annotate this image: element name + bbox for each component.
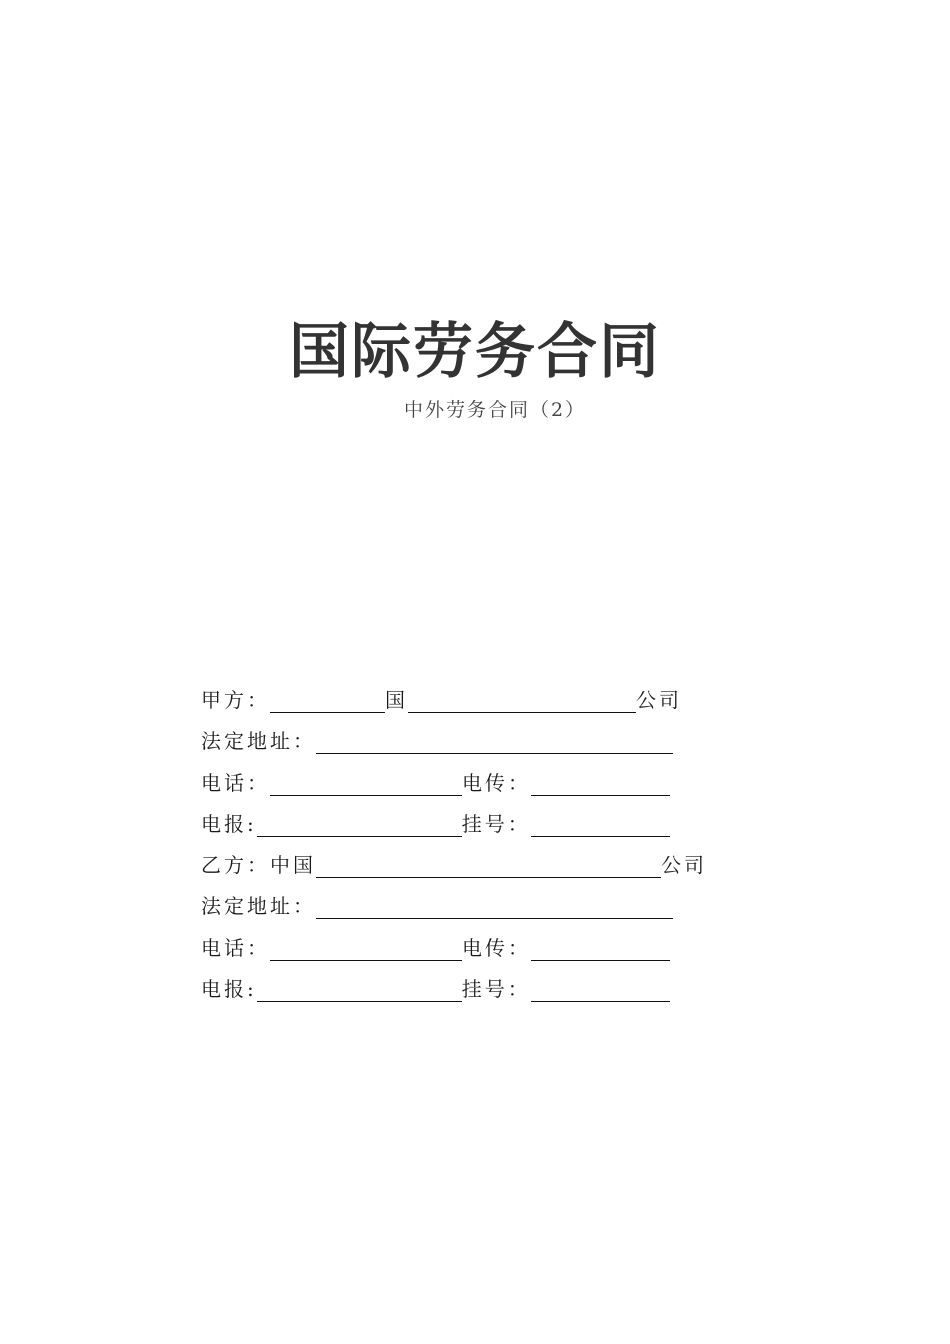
parties-section — [201, 684, 761, 1014]
party-a-telegram-blank[interactable] — [257, 811, 462, 837]
party-a-fax-label: 电传： — [462, 770, 531, 795]
party-a-company-suffix: 公司 — [636, 688, 682, 712]
party-b-phone-blank[interactable] — [270, 935, 462, 961]
party-b-name-row — [201, 849, 761, 890]
party-a-name-row — [201, 684, 761, 725]
party-a-registered-label: 挂号： — [461, 811, 531, 836]
party-a-phone-label: 电话： — [201, 770, 270, 795]
party-a-label: 甲方： — [201, 688, 270, 712]
party-a-country-suffix: 国 — [385, 688, 408, 712]
party-a-registered-blank[interactable] — [531, 811, 670, 837]
party-b-company-blank[interactable] — [316, 852, 661, 878]
party-a-country-blank[interactable] — [270, 687, 385, 713]
party-b-label: 乙方：中国 — [201, 853, 316, 878]
party-b-address-label: 法定地址： — [201, 894, 316, 919]
party-b-fax-label: 电传： — [462, 935, 531, 960]
party-a-phone-row — [201, 767, 761, 808]
party-a-telegram-row — [201, 808, 761, 849]
party-a-fax-blank[interactable] — [531, 770, 670, 796]
party-a-company-blank[interactable] — [408, 687, 636, 713]
party-b-fax-blank[interactable] — [531, 935, 670, 961]
party-b-company-suffix: 公司 — [661, 853, 707, 878]
party-b-telegram-row — [201, 973, 761, 1014]
party-b-address-row — [201, 890, 761, 931]
contract-title: 国际劳务合同 — [289, 317, 661, 387]
party-b-phone-label: 电话： — [201, 935, 270, 960]
party-b-registered-label: 挂号： — [461, 977, 531, 1002]
party-b-telegram-blank[interactable] — [257, 976, 462, 1002]
party-b-phone-row — [201, 932, 761, 973]
contract-subtitle: 中外劳务合同（2） — [403, 399, 587, 421]
party-b-address-blank[interactable] — [316, 893, 673, 919]
party-a-address-blank[interactable] — [316, 728, 673, 754]
party-b-registered-blank[interactable] — [531, 976, 670, 1002]
party-a-phone-blank[interactable] — [270, 770, 462, 796]
party-a-address-label: 法定地址： — [201, 729, 316, 754]
party-b-telegram-label: 电报: — [201, 977, 257, 1002]
party-a-telegram-label: 电报: — [201, 811, 257, 836]
party-a-address-row — [201, 725, 761, 766]
